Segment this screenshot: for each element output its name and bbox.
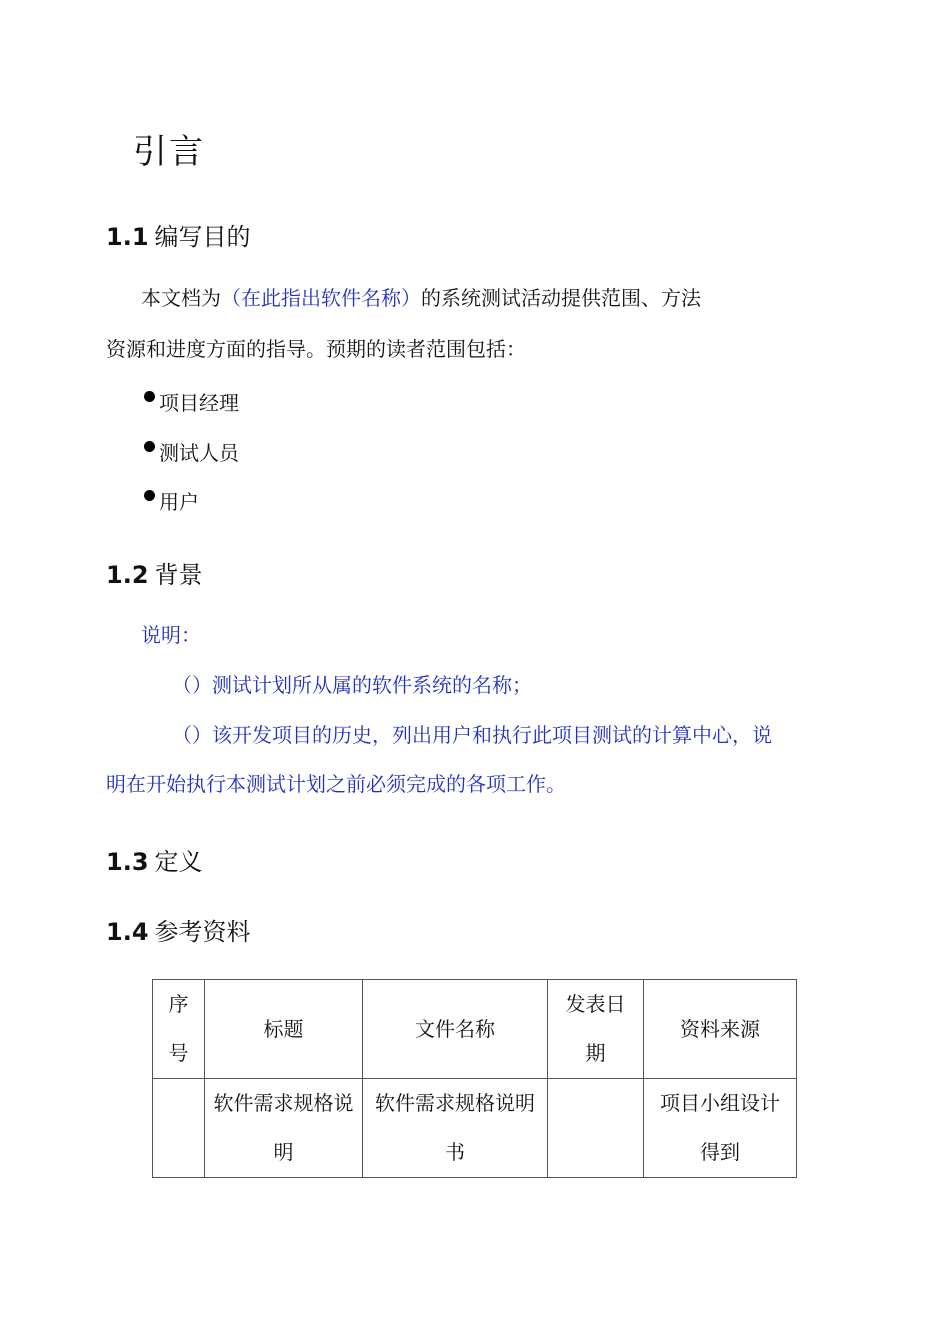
software-name-placeholder: （在此指出软件名称）: [221, 286, 421, 310]
header-cell: 序号: [153, 980, 205, 1079]
reader-label: 项目经理: [159, 391, 239, 415]
purpose-line-2: 资源和进度方面的指导。预期的读者范围包括：: [106, 337, 526, 361]
bullet-icon: [144, 441, 155, 452]
table-header-row: [153, 980, 797, 1079]
reader-label: 用户: [159, 490, 199, 514]
section-number: 1.1: [106, 223, 149, 251]
background-item-2-line-2: 明在开始执行本测试计划之前必须完成的各项工作。: [106, 772, 566, 796]
reader-label: 测试人员: [159, 441, 239, 465]
table-row: [153, 1079, 797, 1178]
purpose-prefix: 本文档为: [141, 286, 221, 310]
section-heading-1-1: [106, 217, 251, 252]
table-cell: [153, 1079, 205, 1178]
section-title: 背景: [154, 561, 203, 589]
chapter-title: 引言: [133, 132, 205, 172]
references-table: [152, 979, 797, 1178]
background-label: 说明：: [141, 623, 201, 647]
purpose-suffix: 的系统测试活动提供范围、方法: [421, 286, 701, 310]
section-number: 1.3: [106, 848, 149, 876]
table-cell: 软件需求规格说明: [205, 1079, 363, 1178]
background-item-1: （）测试计划所从属的软件系统的名称；: [172, 673, 532, 697]
list-item: [144, 437, 239, 466]
purpose-line-1: [141, 284, 701, 312]
list-item: [144, 387, 239, 416]
section-heading-1-2: [106, 555, 203, 590]
list-item: [144, 486, 199, 515]
bullet-icon: [144, 391, 155, 402]
bullet-icon: [144, 490, 155, 501]
section-heading-1-3: [106, 842, 203, 877]
section-title: 编写目的: [154, 223, 251, 251]
header-cell: 发表日期: [548, 980, 644, 1079]
header-cell: 文件名称: [363, 980, 548, 1079]
section-number: 1.4: [106, 918, 149, 946]
section-title: 定义: [154, 848, 203, 876]
section-heading-1-4: [106, 912, 251, 947]
header-cell: 资料来源: [644, 980, 797, 1079]
header-cell: 标题: [205, 980, 363, 1079]
table-cell: 项目小组设计得到: [644, 1079, 797, 1178]
section-title: 参考资料: [154, 918, 251, 946]
table-cell: [548, 1079, 644, 1178]
background-item-2-line-1: （）该开发项目的历史，列出用户和执行此项目测试的计算中心，说: [172, 723, 772, 747]
table-cell: 软件需求规格说明书: [363, 1079, 548, 1178]
section-number: 1.2: [106, 561, 149, 589]
